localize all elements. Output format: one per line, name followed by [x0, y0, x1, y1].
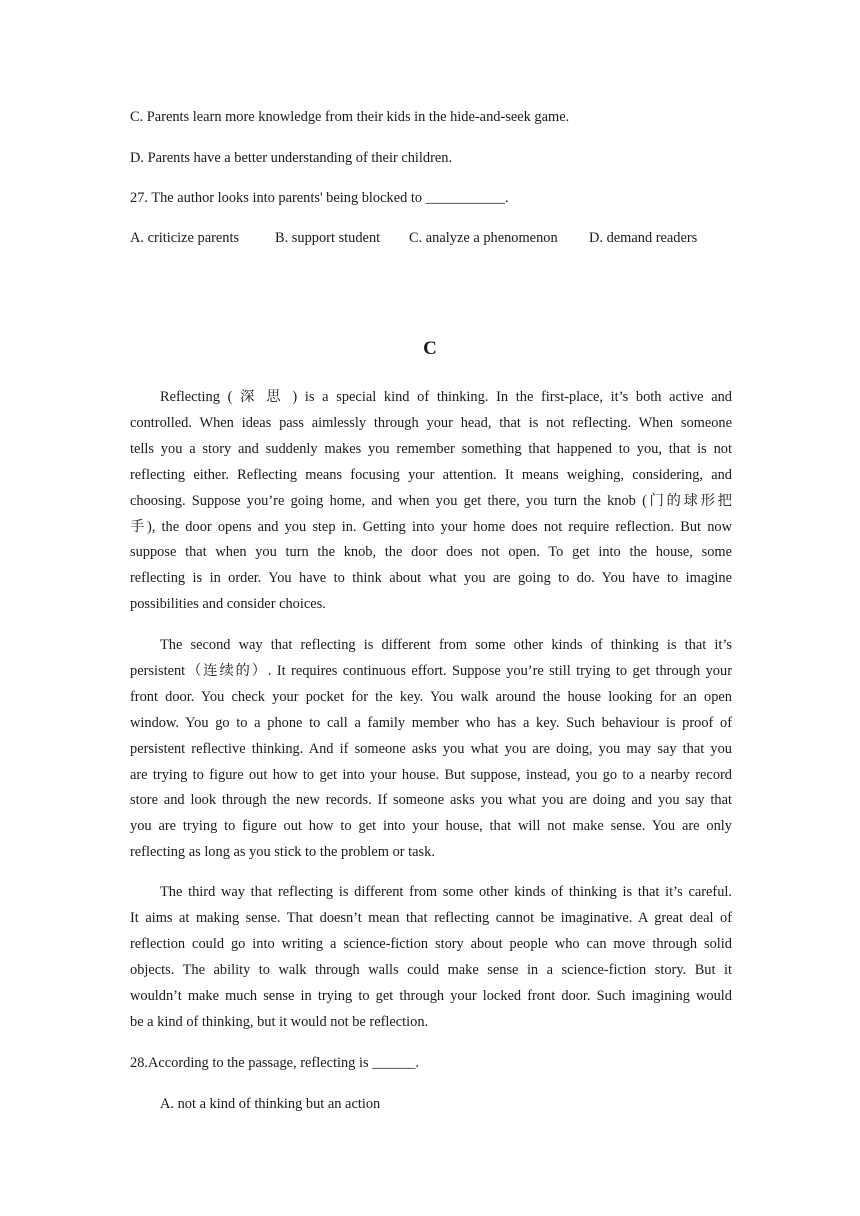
- q27-option-c: C. analyze a phenomenon: [409, 230, 558, 246]
- passage-paragraph-1: [130, 385, 732, 618]
- section-heading: C: [423, 338, 437, 359]
- paragraph-line: suppose that when you turn the knob, the door does not open. To get into the house, some: [130, 544, 732, 561]
- paragraph-line: The second way that reflecting is different from some other kinds of thinking is that it’s: [160, 637, 732, 653]
- q28-option-a: A. not a kind of thinking but an action: [160, 1096, 381, 1112]
- paragraph-line: are trying to figure out how to get into your house. But suppose, instead, you go to a nearby record: [130, 766, 732, 783]
- passage-paragraph-2: [130, 633, 732, 866]
- q27-stem: 27. The author looks into parents' being blocked to ___________.: [130, 190, 509, 206]
- paragraph-line: choosing. Suppose you’re going home, and when you get there, you turn the knob (门的球形把: [130, 492, 732, 509]
- paragraph-line: persistent reflective thinking. And if someone asks you what you are doing, you may say that you: [130, 740, 732, 757]
- q26-option-d: D. Parents have a better understanding of their children.: [130, 150, 453, 166]
- paragraph-line: reflecting is in order. You have to think about what you are going to do. You have to imagine: [130, 570, 732, 587]
- paragraph-line: objects. The ability to walk through walls could make sense in a science-fiction story. But it: [130, 961, 732, 978]
- paragraph-line: Reflecting ( 深 思 ) is a special kind of thinking. In the first-place, it’s both active and: [160, 389, 732, 405]
- paragraph-line: It aims at making sense. That doesn’t mean that reflecting cannot be imaginative. A great deal of: [130, 909, 732, 926]
- passage-paragraph-3: [130, 880, 732, 1035]
- q27-option-d: D. demand readers: [589, 230, 698, 246]
- paragraph-line: 手), the door opens and you step in. Getting into your home does not require reflection. But now: [130, 518, 732, 535]
- q27-option-a: A. criticize parents: [130, 230, 240, 246]
- paragraph-line: window. You go to a phone to call a family member who has a key. Such behaviour is proof of: [130, 714, 732, 731]
- q28-stem: 28.According to the passage, reflecting is ______.: [130, 1055, 419, 1071]
- paragraph-line: front door. You check your pocket for the key. You walk around the house looking for an open: [130, 688, 732, 705]
- q27-options: [130, 229, 730, 247]
- paragraph-line: store and look through the new records. If someone asks you what you are doing and you say that: [130, 792, 732, 809]
- paragraph-line: be a kind of thinking, but it would not be reflection.: [130, 1013, 429, 1030]
- paragraph-line: reflecting as long as you stick to the problem or task.: [130, 844, 435, 861]
- q27-option-b: B. support student: [275, 230, 381, 246]
- paragraph-line: persistent（连续的）. It requires continuous effort. Suppose you’re still trying to get through your: [130, 662, 732, 679]
- paragraph-line: wouldn’t make much sense in trying to get through your locked front door. Such imagining would: [130, 987, 732, 1004]
- q26-option-c: C. Parents learn more knowledge from their kids in the hide-and-seek game.: [130, 109, 570, 125]
- paragraph-line: controlled. When ideas pass aimlessly through your head, that is not reflecting. When someone: [130, 414, 732, 431]
- paragraph-line: reflecting either. Reflecting means focusing your attention. It means weighing, considering, and: [130, 466, 732, 483]
- paragraph-line: possibilities and consider choices.: [130, 596, 326, 613]
- paragraph-line: tells you a story and suddenly makes you remember something that happened to you, that is not: [130, 440, 732, 457]
- paragraph-line: you are trying to figure out how to get into your house, that will not make sense. You are only: [130, 818, 732, 835]
- paragraph-line: reflection could go into writing a science-fiction story about people who can move through solid: [130, 935, 732, 952]
- paragraph-line: The third way that reflecting is different from some other kinds of thinking is that it’s careful.: [160, 884, 732, 900]
